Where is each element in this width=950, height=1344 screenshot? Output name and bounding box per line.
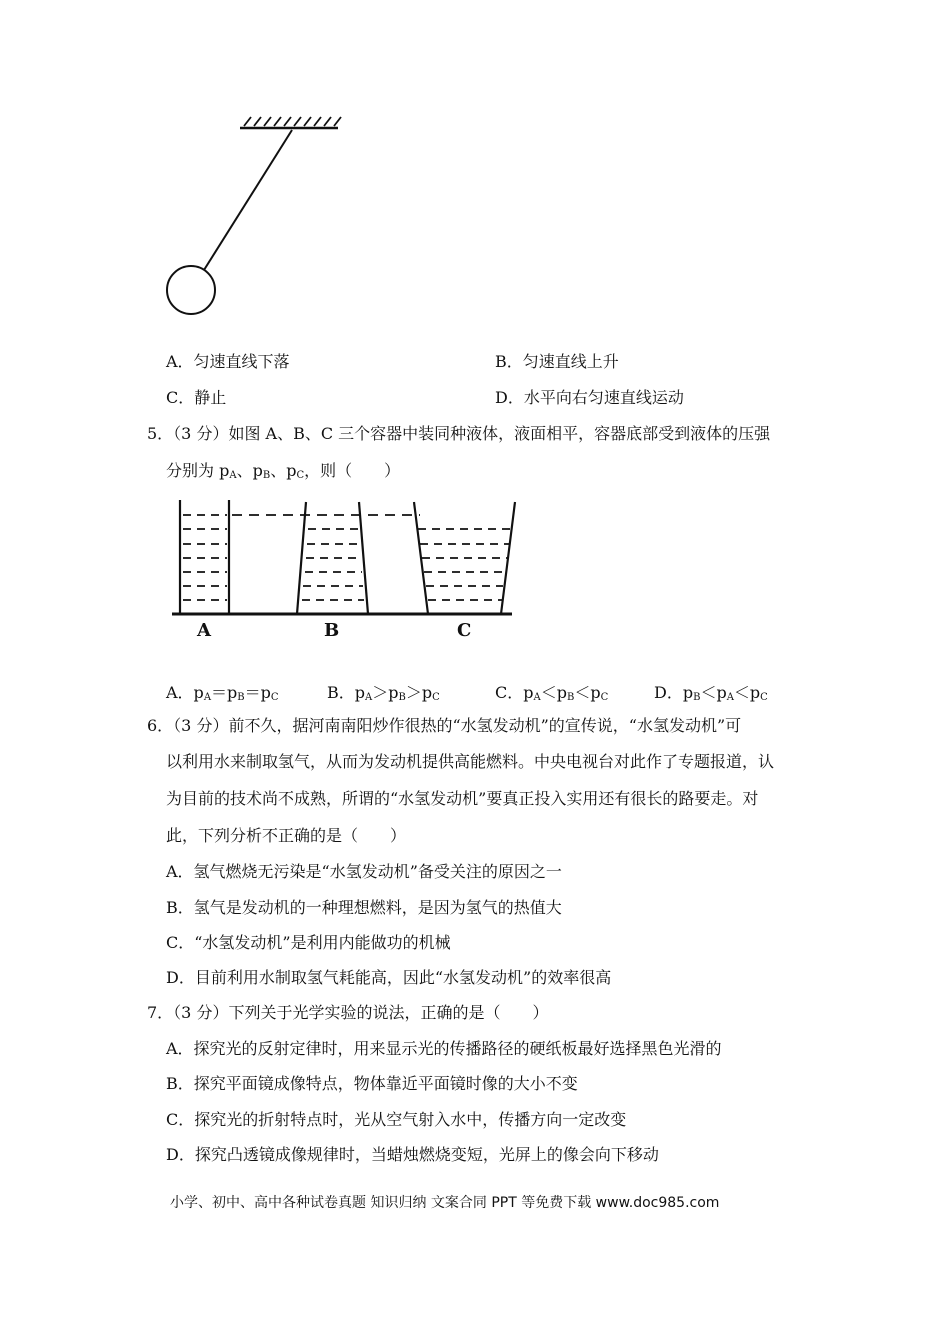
q7-option-a: A．探究光的反射定律时，用来显示光的传播路径的硬纸板最好选择黑色光滑的 (166, 1039, 722, 1058)
q7-option-c: C．探究光的折射特点时，光从空气射入水中，传播方向一定改变 (166, 1110, 627, 1129)
q4-option-b: B．匀速直线上升 (495, 352, 619, 371)
q5-stem-line1: 5．（3 分）如图 A、B、C 三个容器中装同种液体，液面相平，容器底部受到液体的压强 (147, 424, 771, 443)
container-b (297, 502, 368, 614)
q4-option-d: D．水平向右匀速直线运动 (495, 388, 684, 407)
container-b-label: B (324, 620, 340, 641)
q6-stem-line3: 为目前的技术尚不成熟，所谓的“水氢发动机”要真正投入实用还有很长的路要走。对 (166, 789, 759, 808)
q7-option-d: D．探究凸透镜成像规律时，当蜡烛燃烧变短，光屏上的像会向下移动 (166, 1145, 659, 1164)
q6-option-a: A．氢气燃烧无污染是“水氢发动机”备受关注的原因之一 (166, 862, 562, 881)
q5-stem-line2: 分别为 $p_A$、$p_B$、$p_C$，则（ ） (166, 461, 401, 481)
q5-option-d: D．$p_B<p_A<p_C$ (654, 683, 768, 703)
q6-stem-line1: 6．（3 分）前不久，据河南南阳炒作很热的“水氢发动机”的宣传说，“水氢发动机”可 (147, 716, 742, 735)
q6-option-b: B．氢气是发动机的一种理想燃料，是因为氢气的热值大 (166, 898, 562, 917)
container-c-label: C (457, 620, 472, 641)
container-a (180, 500, 229, 614)
q5-option-b: B．$p_A>p_B>p_C$ (327, 683, 440, 703)
q6-stem-line4: 此，下列分析不正确的是（ ） (166, 826, 407, 845)
q5-option-a: A．$p_A=p_B=p_C$ (166, 683, 279, 703)
q4-option-a: A．匀速直线下落 (166, 352, 290, 371)
q5-option-c: C．$p_A<p_B<p_C$ (495, 683, 609, 703)
q4-option-c: C．静止 (166, 388, 227, 407)
q7-stem: 7．（3 分）下列关于光学实验的说法，正确的是（ ） (147, 1003, 549, 1022)
page-footer: 小学、初中、高中各种试卷真题 知识归纳 文案合同 PPT 等免费下载 www.doc985.com (170, 1195, 720, 1211)
q6-stem-line2: 以利用水来制取氢气，从而为发动机提供高能燃料。中央电视台对此作了专题报道，认 (166, 752, 775, 771)
q7-option-b: B．探究平面镜成像特点，物体靠近平面镜时像的大小不变 (166, 1074, 578, 1093)
q6-option-d: D．目前利用水制取氢气耗能高，因此“水氢发动机”的效率很高 (166, 968, 612, 987)
container-c (414, 502, 515, 614)
container-a-label: A (197, 620, 211, 641)
q6-option-c: C．“水氢发动机”是利用内能做功的机械 (166, 933, 451, 952)
